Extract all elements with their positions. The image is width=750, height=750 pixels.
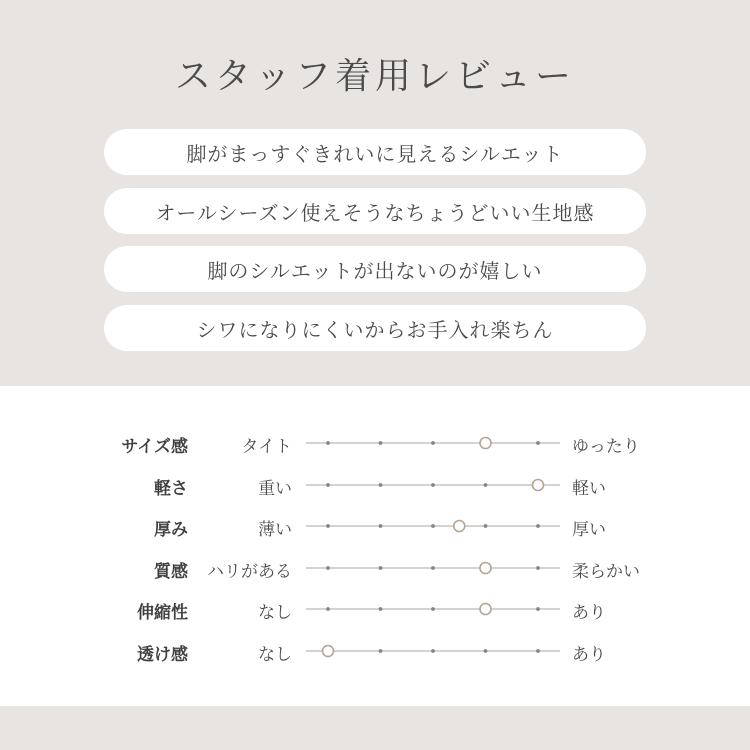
scale-tick (326, 483, 330, 487)
rating-scale (300, 470, 566, 500)
rating-label: サイズ感 (121, 437, 188, 457)
scale-tick (379, 607, 383, 611)
rating-right-label: 柔らかい (572, 562, 640, 582)
rating-marker (480, 604, 491, 615)
rating-scale (300, 553, 566, 583)
rating-row-sheerness (0, 636, 750, 666)
scale-tick (326, 607, 330, 611)
scale-tick (431, 441, 435, 445)
rating-scale (300, 594, 566, 624)
rating-right-label: 厚い (572, 520, 606, 540)
scale-tick (484, 649, 488, 653)
rating-left-label: ハリがある (207, 562, 292, 582)
scale-tick (431, 607, 435, 611)
scale-tick (326, 441, 330, 445)
review-pill (104, 129, 646, 175)
review-text: オールシーズン使えそうなちょうどいい生地感 (155, 200, 595, 225)
rating-marker (323, 646, 334, 657)
scale-tick (326, 524, 330, 528)
rating-marker (480, 438, 491, 449)
rating-label: 厚み (154, 520, 188, 540)
rating-scale (300, 511, 566, 541)
scale-tick (379, 441, 383, 445)
footer-band (0, 706, 750, 750)
page-title: スタッフ着用レビュー (174, 56, 575, 97)
rating-marker (533, 480, 544, 491)
scale-tick (379, 566, 383, 570)
rating-label: 軽さ (154, 479, 188, 499)
scale-tick (536, 441, 540, 445)
review-pill (104, 305, 646, 351)
rating-left-label: 薄い (258, 520, 292, 540)
review-pill (104, 246, 646, 292)
scale-tick (326, 566, 330, 570)
scale-tick (484, 483, 488, 487)
rating-scale (300, 636, 566, 666)
scale-tick (484, 524, 488, 528)
rating-right-label: 軽い (572, 479, 606, 499)
scale-tick (431, 566, 435, 570)
rating-row-weight (0, 470, 750, 500)
rating-right-label: あり (572, 603, 606, 623)
rating-left-label: 重い (258, 479, 292, 499)
rating-scale (300, 428, 566, 458)
rating-row-thickness (0, 511, 750, 541)
rating-marker (480, 563, 491, 574)
scale-tick (536, 566, 540, 570)
rating-left-label: なし (258, 603, 292, 623)
rating-right-label: あり (572, 645, 606, 665)
rating-label: 伸縮性 (137, 603, 188, 623)
review-text: 脚がまっすぐきれいに見えるシルエット (186, 141, 564, 166)
rating-label: 質感 (154, 562, 188, 582)
scale-tick (379, 483, 383, 487)
review-text: 脚のシルエットが出ないのが嬉しい (207, 258, 543, 283)
scale-tick (431, 524, 435, 528)
rating-left-label: タイト (241, 437, 292, 457)
scale-tick (431, 483, 435, 487)
scale-tick (379, 524, 383, 528)
scale-tick (379, 649, 383, 653)
scale-tick (536, 607, 540, 611)
rating-left-label: なし (258, 645, 292, 665)
rating-right-label: ゆったり (572, 437, 640, 457)
scale-tick (431, 649, 435, 653)
rating-label: 透け感 (137, 645, 188, 665)
rating-marker (454, 521, 465, 532)
rating-row-stretch (0, 594, 750, 624)
review-pill (104, 188, 646, 234)
review-text: シワになりにくいからお手入れ楽ちん (196, 317, 554, 342)
rating-row-size (0, 428, 750, 458)
rating-row-texture (0, 553, 750, 583)
scale-tick (536, 524, 540, 528)
scale-tick (536, 649, 540, 653)
